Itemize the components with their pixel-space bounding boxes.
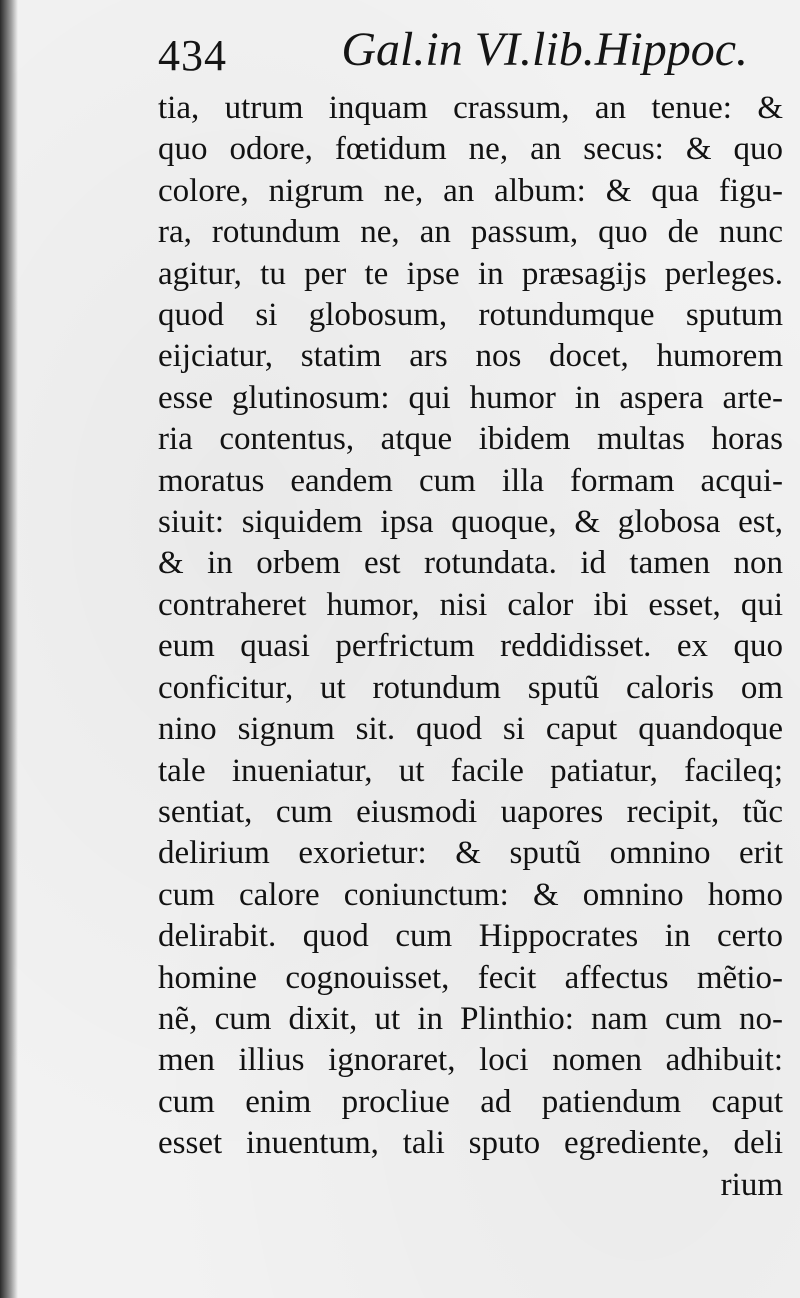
- page-number: 434: [158, 31, 227, 80]
- text-line: eum quasi perfrictum reddidisset. ex quo: [158, 628, 783, 665]
- text-line: conficitur, ut rotundum sputũ caloris om: [158, 669, 783, 706]
- text-line: cum enim procliue ad patiendum caput: [158, 1083, 783, 1120]
- running-head: Gal.in VI.lib.Hippoc.: [341, 23, 748, 76]
- text-line: homine cognouisset, fecit affectus mẽtio-: [158, 959, 783, 996]
- text-line: esse glutinosum: qui humor in aspera arte-: [158, 379, 783, 416]
- text-line: contraheret humor, nisi calor ibi esset, qui: [158, 586, 783, 623]
- text-line: esset inuentum, tali sputo egrediente, deli: [158, 1125, 783, 1162]
- text-line: agitur, tu per te ipse in præsagijs perleges.: [158, 255, 783, 292]
- page-header: [158, 22, 758, 86]
- page-gutter-shadow: [0, 0, 18, 1298]
- text-line: & in orbem est rotundata. id tamen non: [158, 545, 783, 582]
- text-line: siuit: siquidem ipsa quoque, & globosa est,: [158, 504, 783, 541]
- text-line: men illius ignoraret, loci nomen adhibuit:: [158, 1042, 783, 1079]
- text-line: cum calore coniunctum: & omnino homo: [158, 876, 783, 913]
- text-line: nino signum sit. quod si caput quandoque: [158, 711, 783, 748]
- text-line: eijciatur, statim ars nos docet, humorem: [158, 338, 783, 375]
- text-line: ra, rotundum ne, an passum, quo de nunc: [158, 214, 783, 251]
- text-line: ria contentus, atque ibidem multas horas: [158, 421, 783, 458]
- text-line: colore, nigrum ne, an album: & qua figu-: [158, 172, 783, 209]
- text-line: delirabit. quod cum Hippocrates in certo: [158, 918, 783, 955]
- body-text: [158, 88, 783, 1206]
- text-line: delirium exorietur: & sputũ omnino erit: [158, 835, 783, 872]
- text-line: sentiat, cum eiusmodi uapores recipit, tũc: [158, 793, 783, 830]
- text-line: quod si globosum, rotundumque sputum: [158, 297, 783, 334]
- text-line: tia, utrum inquam crassum, an tenue: &: [158, 90, 783, 126]
- text-line-catchword: rium: [720, 1166, 783, 1203]
- text-line: quo odore, fœtidum ne, an secus: & quo: [158, 131, 783, 168]
- text-line: moratus eandem cum illa formam acqui-: [158, 462, 783, 499]
- text-line: tale inueniatur, ut facile patiatur, facileq;: [158, 752, 783, 789]
- text-line: nẽ, cum dixit, ut in Plinthio: nam cum no-: [158, 1000, 783, 1037]
